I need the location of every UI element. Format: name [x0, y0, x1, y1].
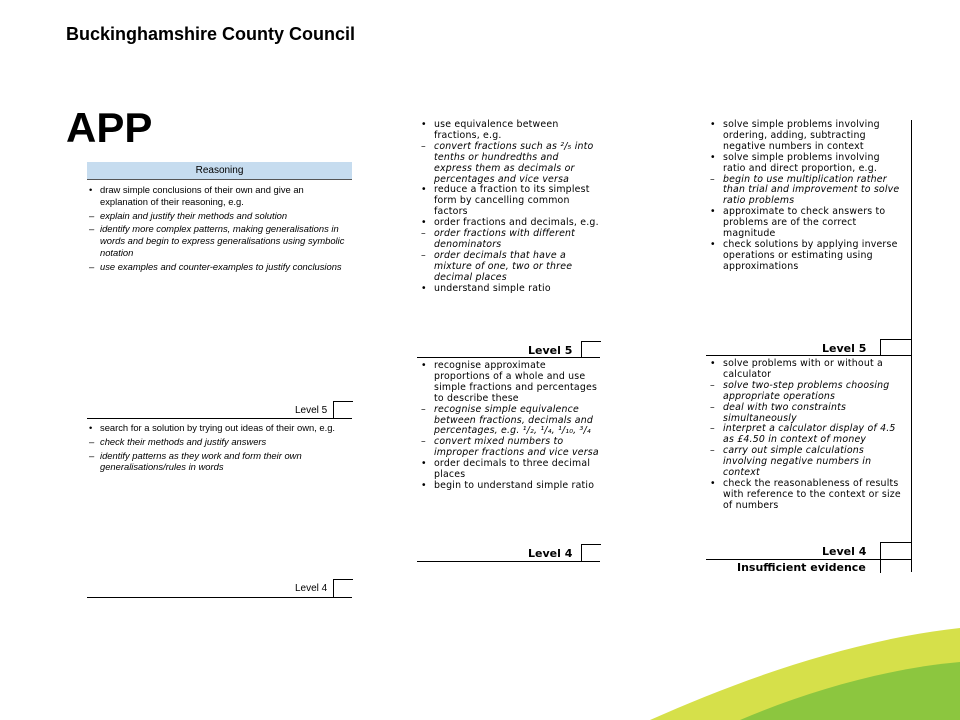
bullet-marker: •: [421, 119, 427, 130]
bullet-marker: •: [421, 282, 427, 294]
number-level4-label: Level 4: [528, 547, 573, 560]
dash-marker: –: [421, 140, 426, 152]
list-item-text: convert fractions such as ²/₅ into tenths or hundredths and express them as decimals or percentages and vice versa: [434, 140, 594, 185]
list-item-text: use examples and counter-examples to justify conclusions: [100, 260, 342, 272]
bullet-marker: •: [421, 184, 427, 196]
dash-marker: –: [89, 223, 95, 235]
list-item-text: recognise simple equivalence between fractions, decimals and percentages, e.g. ¹/₂, ¹/₄, ¹/₁₀, ³/₄: [434, 403, 594, 437]
bullet-marker: •: [89, 422, 93, 433]
bullet-marker: •: [421, 479, 427, 491]
bullet-marker: •: [710, 238, 716, 250]
list-item-text: draw simple conclusions of their own and give an explanation of their reasoning, e.g.: [100, 184, 304, 207]
list-item-text: identify more complex patterns, making generalisations in words and begin to express generalisations using symbolic notation: [100, 223, 345, 258]
calculating-level5-label: Level 5: [822, 342, 867, 355]
list-item-text: order decimals that have a mixture of one, two or three decimal places: [434, 249, 573, 283]
list-item-text: explain and justify their methods and solution: [100, 209, 288, 221]
list-item-text: understand simple ratio: [434, 282, 551, 294]
calculating-level4-label: Level 4: [822, 545, 867, 558]
dash-marker: –: [89, 449, 95, 461]
list-item-text: order fractions and decimals, e.g.: [434, 217, 599, 229]
dash-marker: –: [710, 401, 715, 413]
bullet-marker: •: [710, 206, 716, 218]
list-item-text: interpret a calculator display of 4.5 as £4.50 in context of money: [723, 423, 896, 446]
list-item-text: begin to use multiplication rather than trial and improvement to solve ratio problems: [723, 173, 900, 207]
bullet-marker: •: [89, 184, 93, 195]
bullet-marker: •: [421, 217, 427, 229]
list-item-text: recognise approximate proportions of a whole and use simple fractions and percentages to describe these: [434, 360, 598, 404]
list-item-text: begin to understand simple ratio: [434, 479, 595, 491]
reasoning-heading: Reasoning: [87, 162, 352, 180]
list-item-text: solve simple problems involving ratio and direct proportion, e.g.: [723, 151, 880, 174]
dash-marker: –: [421, 403, 426, 415]
list-item-text: use equivalence between fractions, e.g.: [434, 119, 559, 141]
list-item-text: convert mixed numbers to improper fractions and vice versa: [434, 436, 599, 459]
list-item-text: check the reasonableness of results with reference to the context or size of numbers: [723, 477, 901, 511]
dash-marker: –: [421, 228, 426, 240]
organisation-name: Buckinghamshire County Council: [66, 24, 356, 44]
list-item-text: solve two-step problems choosing appropriate operations: [723, 379, 890, 402]
bullet-marker: •: [710, 119, 716, 130]
list-item-text: check solutions by applying inverse operations or estimating using approximations: [723, 238, 898, 272]
list-item-text: check their methods and justify answers: [100, 435, 267, 447]
bullet-marker: •: [710, 151, 716, 163]
dash-marker: –: [89, 260, 95, 272]
list-item-text: order fractions with different denominators: [434, 228, 576, 250]
list-item-text: carry out simple calculations involving negative numbers in context: [723, 445, 872, 479]
list-item-text: approximate to check answers to problems are of the correct magnitude: [723, 206, 886, 240]
insufficient-evidence-label: Insufficient evidence: [737, 561, 866, 574]
dash-marker: –: [89, 435, 95, 447]
reasoning-level4-label: Level 4: [295, 583, 328, 594]
list-item-text: solve simple problems involving ordering, adding, subtracting negative numbers in context: [723, 119, 880, 152]
list-item-text: search for a solution by trying out ideas of their own, e.g.: [100, 422, 336, 433]
dash-marker: –: [710, 379, 715, 391]
list-item-text: solve problems with or without a calculator: [723, 358, 883, 380]
list-item-text: identify patterns as they work and form their own generalisations/rules in words: [100, 449, 302, 473]
page-title: APP: [66, 104, 153, 151]
list-item-text: reduce a fraction to its simplest form by cancelling common factors: [434, 184, 590, 218]
number-level5-label: Level 5: [528, 344, 573, 357]
bullet-marker: •: [421, 360, 427, 371]
dash-marker: –: [421, 249, 426, 261]
reasoning-level5-label: Level 5: [295, 405, 328, 416]
bullet-marker: •: [710, 477, 716, 489]
dash-marker: –: [89, 209, 95, 221]
list-item-text: deal with two constraints simultaneously: [723, 401, 847, 424]
dash-marker: –: [710, 173, 715, 185]
dash-marker: –: [421, 436, 426, 448]
bullet-marker: •: [421, 458, 427, 470]
dash-marker: –: [710, 423, 715, 435]
dash-marker: –: [710, 445, 715, 457]
bullet-marker: •: [710, 358, 716, 369]
list-item-text: order decimals to three decimal places: [434, 458, 591, 481]
